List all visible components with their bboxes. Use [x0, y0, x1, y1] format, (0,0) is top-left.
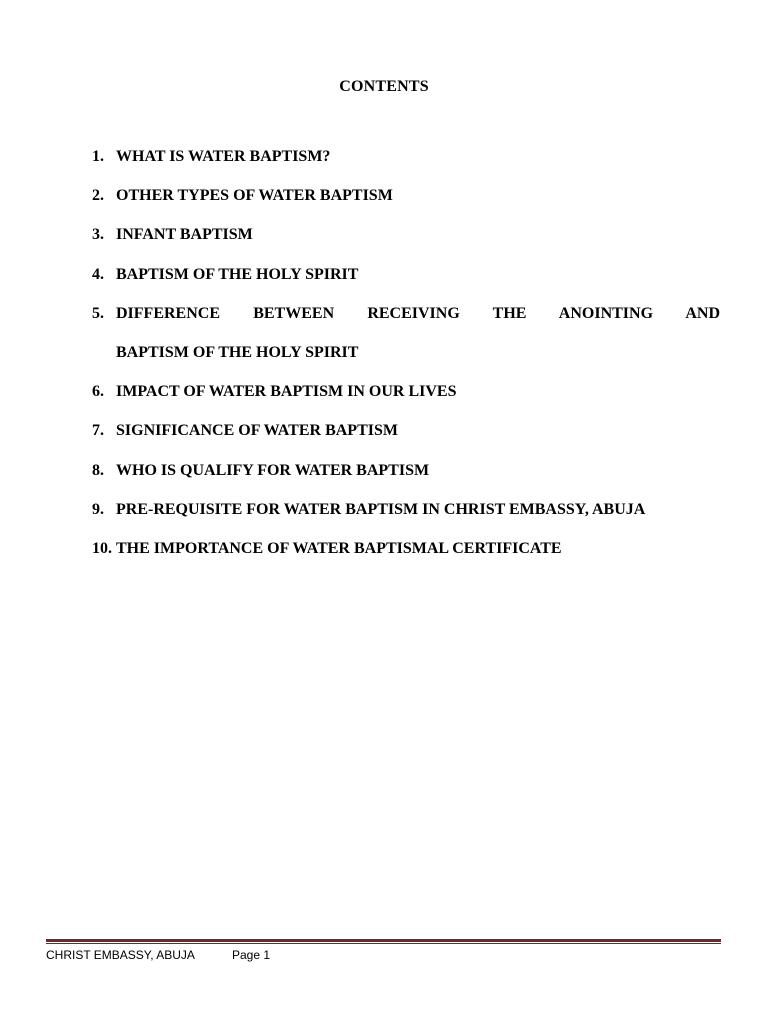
toc-item [92, 500, 720, 520]
toc-item-number: 3. [92, 226, 104, 244]
toc-item [92, 461, 720, 481]
toc-item-continuation-text: BAPTISM OF THE HOLY SPIRIT [116, 343, 359, 361]
toc-item-number: 8. [92, 461, 104, 479]
footer-organization: CHRIST EMBASSY, ABUJA [46, 948, 195, 962]
toc-item-number: 4. [92, 265, 104, 283]
toc-item [92, 147, 720, 167]
toc-item-number: 1. [92, 148, 104, 165]
toc-item [92, 225, 720, 245]
toc-item [92, 539, 720, 559]
toc-item-text: PRE-REQUISITE FOR WATER BAPTISM IN CHRIST EMBASSY, ABUJA [116, 500, 646, 518]
toc-item-text: OTHER TYPES OF WATER BAPTISM [116, 187, 393, 205]
page-title: CONTENTS [339, 78, 429, 95]
toc-item-text: SIGNIFICANCE OF WATER BAPTISM [116, 422, 398, 440]
toc-item-text: IMPACT OF WATER BAPTISM IN OUR LIVES [116, 383, 457, 401]
toc-item-number: 5. [92, 304, 104, 322]
toc-item [92, 186, 720, 206]
toc-item-text: DIFFERENCE BETWEEN RECEIVING THE ANOINTING AND [116, 304, 720, 322]
toc-item-number: 2. [92, 187, 104, 205]
toc-item-text: WHO IS QUALIFY FOR WATER BAPTISM [116, 461, 430, 479]
toc-item [92, 265, 720, 285]
toc-item-number: 7. [92, 422, 104, 440]
footer-page-number: Page 1 [232, 948, 271, 962]
toc-item-text: THE IMPORTANCE OF WATER BAPTISMAL CERTIFICATE [116, 539, 562, 557]
toc-item-continuation [92, 343, 720, 363]
toc-item-text: WHAT IS WATER BAPTISM? [116, 148, 331, 165]
toc-item-number: 6. [92, 383, 104, 401]
toc-item [92, 304, 720, 324]
toc-item [92, 382, 720, 402]
toc-item-number: 10. [92, 539, 112, 557]
toc-item-text: INFANT BAPTISM [116, 226, 253, 244]
table-of-contents [92, 147, 720, 578]
toc-item [92, 421, 720, 441]
footer-divider [46, 939, 721, 945]
toc-item-text: BAPTISM OF THE HOLY SPIRIT [116, 265, 359, 283]
footer-divider-thin-line [46, 943, 721, 944]
toc-item-number: 9. [92, 500, 104, 518]
